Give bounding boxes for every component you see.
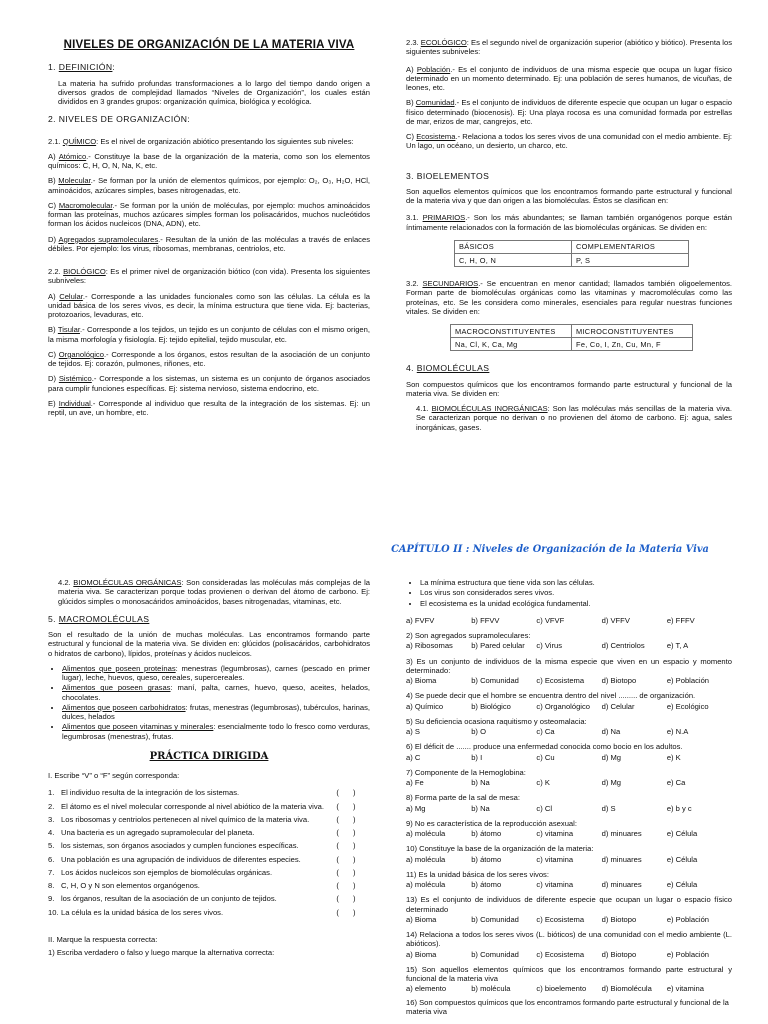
option[interactable]: c) bioelemento — [536, 984, 587, 994]
option[interactable]: c) Cu — [536, 752, 555, 762]
section-4-heading: 4. BIOMOLÉCULAS — [406, 363, 490, 374]
sub-item-individual: E) Individual.- Corresponde al individuo que resulta de la integración de los sistemas. Ej: un reptil, un ave, un hombre, etc. — [48, 398, 370, 418]
sub-item-agregados: D) Agregados supramoleculares.- Resultan de la unión de las moléculas a través de enlaces débiles. Por ejemplo: los virus, ribosomas, membranas, centriolos, etc. — [48, 234, 370, 253]
option[interactable]: d) Biotopo — [601, 914, 637, 924]
chapter-title: CAPÍTULO II : Niveles de Organización de la Materia Viva — [391, 544, 709, 555]
option[interactable]: c) Ecosistema — [536, 676, 585, 685]
option[interactable]: e) Célula — [666, 854, 698, 864]
primarios-table — [454, 240, 689, 267]
section-4-1: 4.1. BIOMOLÉCULAS INORGÁNICAS: Son las moléculas más sencillas de la materia viva. Se caracterizan porque no derivan o no provienen del átomo de carbono. Ej: agua, sales inorgánicas, gases. — [416, 404, 733, 432]
option[interactable]: a) Bioma — [406, 914, 437, 924]
section-3-1: 3.1. PRIMARIOS.- Son los más abundantes; se llaman también organógenos porque están íntimamente relacionados con la formación de las biomoléculas orgánicas. Se dividen en: — [406, 213, 732, 232]
option[interactable]: e) Célula — [666, 829, 698, 838]
tf-row — [48, 881, 370, 890]
question-text: 5) Su deficiencia ocasiona raquitismo y osteomalacia: — [406, 716, 587, 726]
option[interactable]: d) Biotopo — [601, 949, 637, 959]
question-text: 3) Es un conjunto de individuos de la misma especie que viven en un espacio y momento determinado: — [406, 656, 732, 675]
option[interactable]: c) K — [536, 778, 550, 787]
tf-number: 9. — [48, 894, 55, 904]
option[interactable]: e) Ca — [666, 778, 686, 787]
tf-statement: Los ribosomas y centriolos pertenecen al nivel químico de la materia viva. — [61, 814, 310, 824]
tf-answer-blank[interactable]: ( ) — [336, 907, 362, 917]
option[interactable]: a) Fe — [406, 778, 424, 787]
tf-row — [48, 802, 370, 811]
question — [406, 930, 732, 959]
section-1-text: La materia ha sufrido profundas transformaciones a lo largo del tiempo dando origen a diversos grados de complejidad llamados “Niveles de Organización”, los cuales están divididos en 3 grandes grupos: organización química, biológica y ecológica. — [58, 78, 370, 106]
option[interactable]: a) C — [406, 752, 421, 762]
option[interactable]: d) minuares — [601, 880, 642, 889]
question-text: 15) Son aquellos elementos químicos que los encontramos formando parte estructural y funcional de la materia viva — [406, 964, 732, 983]
sub-item-celular: A) Celular.- Corresponde a las unidades funcionales como son las células. La célula es la unidad básica de los seres vivos, es decir, la mínima estructura que tiene vida. Ej: bacterias, protozoarios, levaduras, etc. — [48, 291, 370, 320]
table-header: COMPLEMENTARIOS — [572, 240, 689, 253]
option[interactable]: d) minuares — [601, 829, 642, 838]
tf-answer-blank[interactable]: ( ) — [336, 867, 362, 877]
tf-answer-blank[interactable]: ( ) — [336, 881, 362, 891]
options-row — [406, 855, 732, 864]
tf-statement: La célula es la unidad básica de los seres vivos. — [61, 907, 224, 917]
option[interactable]: d) Biomolécula — [601, 984, 652, 994]
option[interactable]: b) Pared celular — [471, 641, 525, 651]
section-5-heading: 5. MACROMOLÉCULAS — [48, 613, 150, 624]
option[interactable]: d) Na — [601, 727, 621, 736]
page-right-bottom — [406, 578, 732, 1019]
sub-item-poblacion: A) Población.- Es el conjunto de individuos de una misma especie que ocupa un lugar físico determinado en un momento determinado. Ej: una población de seres humanos, de vicuñas, de leones, etc. — [406, 64, 732, 92]
tf-statement: Una bacteria es un agregado supramolecular del planeta. — [61, 828, 255, 838]
list-item: • Alimentos que poseen grasas: maní, palta, carnes, huevo, queso, aceites, helados, chocolates. — [62, 683, 370, 702]
option[interactable]: e) FFFV — [666, 615, 695, 625]
option[interactable]: d) Mg — [601, 752, 622, 762]
option[interactable]: c) vitamina — [536, 880, 574, 889]
tf-answer-blank[interactable]: ( ) — [336, 801, 362, 811]
tf-answer-blank[interactable]: ( ) — [336, 814, 362, 824]
statement-list — [406, 578, 732, 608]
tf-statement: Los ácidos nucleicos son ejemplos de biomoléculas orgánicas. — [61, 867, 273, 877]
table-cell: Fe, Co, I, Zn, Cu, Mn, F — [572, 338, 693, 351]
tf-statement: C, H, O y N son elementos organógenos. — [61, 881, 200, 891]
options-row — [406, 984, 732, 993]
option[interactable]: c) vitamina — [536, 854, 574, 864]
sub-item-tisular: B) Tisular.- Corresponde a los tejidos, un tejido es un conjunto de células con el mismo origen, la misma morfología y fisiología. Ej: tejido epitelial, tejido muscular, etc. — [48, 325, 370, 344]
sub-item-ecosistema: C) Ecosistema.- Relaciona a todos los seres vivos de una comunidad con el medio ambiente. Ej: Un lago, un océano, un desierto, un charco, etc. — [406, 132, 733, 151]
food-list — [48, 664, 370, 741]
sub-item-macromolecular: C) Macromolecular.- Se forman por la unión de moléculas, por ejemplo: muchos aminoácidos forman las proteínas, muchos azúcares simples forman los polisacáridos, muchos nucleótidos forman los ácidos nucleicos (DNA, ADN), etc. — [48, 200, 370, 229]
sub-item-comunidad: B) Comunidad.- Es el conjunto de individuos de diferente especie que ocupan un lugar o espacio físico determinado (biocenosis). Ej: Una playa rocosa es una comunidad formada por estrellas de mar, erizos de mar, cangrejos, etc. — [406, 98, 732, 126]
question-16: 16) Son compuestos químicos que los encontramos formando parte estructural y funcional de la materia viva — [406, 997, 729, 1016]
table-cell: C, H, O, N — [455, 254, 572, 267]
multiple-choice-list — [406, 616, 732, 994]
option[interactable]: a) molécula — [406, 854, 446, 864]
option[interactable]: e) Población — [666, 676, 710, 685]
tf-number: 4. — [48, 828, 55, 838]
section-3-text: Son aquellos elementos químicos que los encontramos formando parte estructural y funcional de la materia viva y que dan origen a las biomoléculas. Éstos se clasifican en: — [406, 186, 732, 206]
option[interactable]: c) Virus — [536, 641, 563, 651]
options-row — [406, 702, 732, 711]
list-item: • Alimentos que poseen proteínas: menestras (legumbrosas), carnes (pescado en primer lugar), leche, huevos, queso, cereales, supercereales. — [62, 664, 370, 683]
table-header: MICROCONSTITUYENTES — [572, 325, 693, 338]
options-row — [406, 880, 732, 889]
tf-answer-blank[interactable]: ( ) — [336, 854, 362, 864]
option[interactable]: c) Organológico — [536, 701, 591, 711]
question — [406, 895, 732, 924]
section-4-text: Son compuestos químicos que los encontramos formando parte estructural y funcional de la materia viva. Se dividen en: — [406, 379, 732, 398]
tf-statement: El individuo resulta de la integración de los sistemas. — [61, 788, 240, 798]
page-right-top — [406, 38, 732, 436]
question-text: 4) Se puede decir que el hombre se encuentra dentro del nivel ......... de organización. — [406, 691, 696, 701]
section-3-heading: 3. BIOELEMENTOS — [406, 170, 490, 181]
tf-statement: los sistemas, son órganos asociados y cumplen funciones específicas. — [61, 841, 299, 851]
table-cell: Na, Cl, K, Ca, Mg — [451, 338, 572, 351]
options-row — [406, 950, 732, 959]
sub-item-atomico: A) Atómico.- Constituye la base de la organización de la materia, como son los elementos químicos: C, H, O, N, Na, K, etc. — [48, 151, 370, 171]
option[interactable]: d) Biotopo — [601, 676, 637, 685]
option[interactable]: d) Mg — [601, 778, 622, 787]
option[interactable]: c) Ecosistema — [536, 949, 585, 959]
true-false-list — [48, 788, 370, 917]
section-5-text: Son el resultado de la unión de muchas moléculas. Las encontramos formando parte estructural y funcional de la materia viva. Se dividen en: glúcidos (polisacáridos, carbohidratos o hidratos de carbono), lípidos, proteínas y ácidos nucleicos. — [48, 630, 370, 658]
question-text: 11) Es la unidad básica de los seres vivos: — [406, 869, 549, 879]
tf-number: 10. — [48, 907, 59, 917]
option[interactable]: a) Bioma — [406, 676, 437, 685]
section-2-heading: 2. NIVELES DE ORGANIZACIÓN: — [48, 114, 191, 125]
question — [406, 616, 732, 625]
option[interactable]: c) Ca — [536, 727, 555, 736]
tf-answer-blank[interactable]: ( ) — [336, 788, 362, 798]
question-text: 2) Son agregados supramoleculares: — [406, 631, 531, 640]
sub-item-sistemico: D) Sistémico.- Corresponde a los sistemas, un sistema es un conjunto de órganos asociados para cumplir funciones específicas. Ej: sistema nervioso, sistema endocrino, etc. — [48, 374, 371, 393]
option[interactable]: d) minuares — [601, 854, 642, 864]
tf-row — [48, 868, 370, 877]
tf-number: 2. — [48, 801, 55, 811]
option[interactable]: e) Ecológico — [666, 701, 709, 711]
tf-row — [48, 855, 370, 864]
tf-row — [48, 815, 370, 824]
tf-row — [48, 788, 370, 797]
question — [406, 742, 732, 762]
options-row — [406, 829, 732, 838]
question-text: 8) Forma parte de la sal de mesa: — [406, 793, 520, 803]
section-2-1: 2.1. QUÍMICO: Es el nivel de organización abiótico presentando los siguientes sub niveles: — [48, 136, 354, 146]
option[interactable]: c) Ecosistema — [536, 914, 585, 924]
option[interactable]: d) Celular — [601, 701, 635, 711]
question — [406, 819, 732, 839]
question-text: 7) Componente de la Hemoglobina: — [406, 767, 526, 777]
list-item: • Los virus son considerados seres vivos. — [420, 588, 732, 597]
sub-item-organologico: C) Organológico.- Corresponde a los órganos, estos resultan de la asociación de un conjunto de tejidos. Ej: corazón, pulmones, riñones, etc. — [48, 349, 370, 369]
option[interactable]: d) VFFV — [601, 615, 630, 625]
option[interactable]: e) Población — [666, 914, 710, 924]
option[interactable]: b) átomo — [471, 854, 502, 864]
option[interactable]: a) Químico — [406, 701, 444, 711]
tf-answer-blank[interactable]: ( ) — [336, 894, 362, 904]
practice-title: PRÁCTICA DIRIGIDA — [149, 750, 269, 762]
option[interactable]: b) I — [471, 752, 483, 762]
table-header: BÁSICOS — [455, 240, 572, 253]
option[interactable]: b) átomo — [471, 829, 502, 838]
option[interactable]: e) Población — [666, 949, 710, 959]
section-4-2: 4.2. BIOMOLÉCULAS ORGÁNICAS: Son consideradas las moléculas más complejas de la materia viva. Se caracterizan porque todas provienen o derivan del átomo de carbono. Ej: glúcidos simples o monosacáridos aminoácidos, bases nitrogenadas, vitaminas, etc. — [58, 578, 370, 606]
option[interactable]: a) elemento — [406, 984, 447, 994]
options-row — [406, 753, 732, 762]
tf-number: 8. — [48, 881, 55, 891]
option[interactable]: a) FVFV — [406, 615, 435, 625]
list-item: • El ecosistema es la unidad ecológica fundamental. — [420, 599, 732, 608]
options-row — [406, 727, 732, 736]
tf-number: 3. — [48, 814, 55, 824]
option[interactable]: a) Bioma — [406, 949, 437, 959]
option[interactable]: e) vitamina — [666, 984, 704, 994]
main-title: NIVELES DE ORGANIZACIÓN DE LA MATERIA VIVA — [63, 39, 355, 51]
tf-answer-blank[interactable]: ( ) — [336, 841, 362, 851]
options-row — [406, 676, 732, 685]
option[interactable]: a) S — [406, 727, 420, 736]
question — [406, 870, 732, 890]
question-text: 14) Relaciona a todos los seres vivos (L. bióticos) de una comunidad con el medio ambiente (L. abióticos). — [406, 930, 732, 949]
option[interactable]: b) Comunidad — [471, 676, 519, 685]
tf-number: 7. — [48, 867, 55, 877]
tf-row — [48, 828, 370, 837]
list-item: • La mínima estructura que tiene vida son las células. — [420, 578, 732, 587]
tf-row — [48, 894, 370, 903]
part-1-instruction: I. Escribe “V” o “F” según corresponda: — [48, 771, 180, 781]
options-row — [406, 778, 732, 787]
option[interactable]: b) Biológico — [471, 701, 511, 711]
options-row — [406, 804, 732, 813]
tf-statement: los órganos, resultan de la asociación de un conjunto de tejidos. — [61, 894, 277, 904]
option[interactable]: b) molécula — [471, 984, 511, 994]
question — [406, 691, 732, 711]
part-2-instruction: II. Marque la respuesta correcta: — [48, 934, 158, 944]
tf-statement: Una población es una agrupación de individuos de diferentes especies. — [61, 854, 301, 864]
page-left-bottom — [48, 578, 370, 961]
option[interactable]: e) T, A — [666, 641, 689, 651]
tf-row — [48, 841, 370, 850]
option[interactable]: c) Cl — [536, 803, 553, 813]
list-item: • Alimentos que poseen carbohidratos: frutas, menestras (legumbrosas), tubérculos, harinas, dulces, helados — [62, 703, 370, 722]
option[interactable]: d) Centriolos — [601, 641, 645, 651]
table-cell: P, S — [572, 254, 689, 267]
tf-number: 5. — [48, 841, 55, 851]
option[interactable]: a) Ribosomas — [406, 641, 453, 651]
part-2-sub: 1) Escriba verdadero o falso y luego marque la alternativa correcta: — [48, 948, 275, 958]
section-1-heading: 1. DEFINICIÓN: — [48, 62, 116, 73]
page-left-top — [48, 38, 370, 423]
list-item: • Alimentos que poseen vitaminas y minerales: esencialmente todo lo fresco como verduras, legumbrosas (menestras), frutas. — [62, 722, 370, 741]
question — [406, 657, 732, 686]
option[interactable]: e) Célula — [666, 880, 698, 889]
section-3-2: 3.2. SECUNDARIOS.- Se encuentran en menor cantidad; llamados también oligoelementos. Forman parte de biomoléculas orgánicas como las vitaminas y macromoléculas como las proteínas, etc. Se les considera como minerales, esenciales para regular nuestras funciones vitales. Se dividen en: — [406, 279, 732, 316]
tf-row — [48, 908, 370, 917]
question-text: 10) Constituye la base de la organización de la materia: — [406, 844, 594, 854]
secundarios-table — [450, 324, 693, 351]
option[interactable]: e) N.A — [666, 727, 689, 736]
question-text: 6) El déficit de ....... produce una enfermedad conocida como bocio en los adultos. — [406, 742, 683, 752]
option[interactable]: b) O — [471, 727, 486, 736]
tf-answer-blank[interactable]: ( ) — [336, 828, 362, 838]
question — [406, 844, 732, 864]
option[interactable]: b) Na — [471, 803, 490, 813]
option[interactable]: a) Mg — [406, 803, 426, 813]
question — [406, 631, 732, 651]
option[interactable]: c) vitamina — [536, 829, 574, 838]
question — [406, 768, 732, 788]
sub-item-molecular: B) Molecular.- Se forman por la unión de elementos químicos, por ejemplo: O₂, O₃, H₂O, HCl, aminoácidos, azúcares simples, bases nitrogenadas, etc. — [48, 176, 370, 195]
option[interactable]: a) molécula — [406, 880, 446, 889]
option[interactable]: b) Na — [471, 778, 490, 787]
tf-number: 6. — [48, 854, 55, 864]
option[interactable]: d) S — [601, 803, 616, 813]
option[interactable]: b) Comunidad — [471, 949, 519, 959]
options-row — [406, 641, 732, 650]
question-text: 13) Es el conjunto de individuos de diferente especie que ocupan un lugar o espacio físico determinado — [406, 895, 732, 914]
option[interactable]: b) átomo — [471, 880, 502, 889]
options-row — [406, 616, 732, 625]
question — [406, 965, 732, 994]
question — [406, 793, 732, 813]
options-row — [406, 915, 732, 924]
tf-number: 1. — [48, 788, 55, 798]
option[interactable]: b) FFVV — [471, 615, 500, 625]
section-2-3: 2.3. ECOLÓGICO: Es el segundo nivel de organización superior (abiótico y biótico). Presenta los siguientes subniveles: — [406, 38, 732, 57]
option[interactable]: e) K — [666, 752, 681, 762]
option[interactable]: c) VFVF — [536, 615, 565, 625]
option[interactable]: e) b y c — [666, 803, 692, 813]
option[interactable]: b) Comunidad — [471, 914, 519, 924]
section-2-2: 2.2. BIOLÓGICO: Es el primer nivel de organización biótico (con vida). Presenta los siguientes subniveles: — [48, 267, 370, 286]
option[interactable]: a) molécula — [406, 829, 446, 838]
table-header: MACROCONSTITUYENTES — [451, 325, 572, 338]
question — [406, 717, 732, 737]
question-text: 9) No es característica de la reproducción asexual: — [406, 818, 577, 828]
tf-statement: El átomo es el nivel molecular corresponde al nivel abiótico de la materia viva. — [61, 801, 324, 811]
